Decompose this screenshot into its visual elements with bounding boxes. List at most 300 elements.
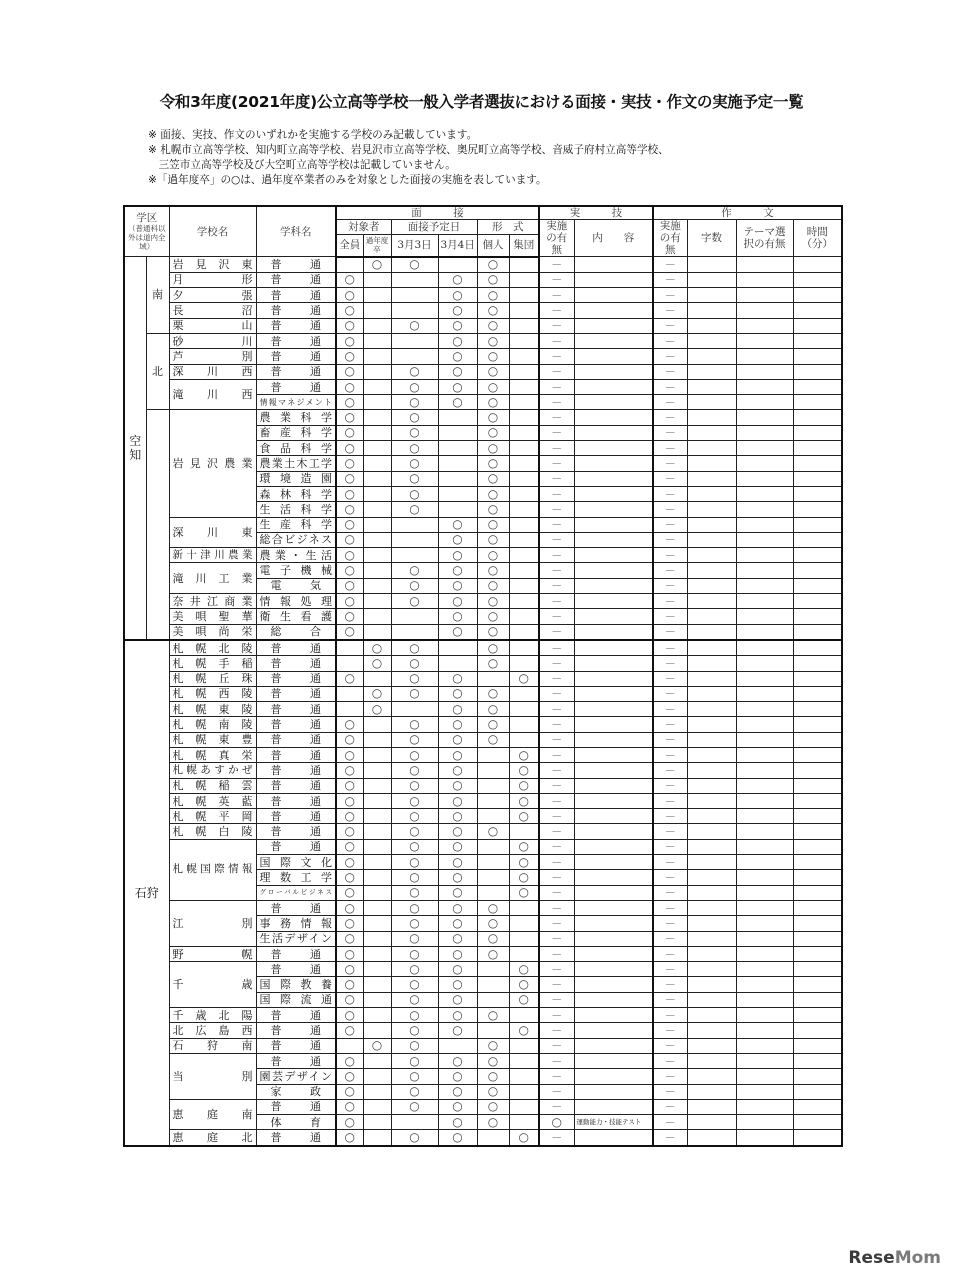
essay-done-cell: －: [653, 272, 687, 287]
essay-chars-cell: [687, 946, 736, 961]
mark-mar4: [438, 456, 477, 471]
mark-individual: ○: [477, 517, 509, 532]
table-row: [124, 303, 842, 318]
mark-all: ○: [336, 962, 363, 977]
essay-chars-cell: [687, 778, 736, 793]
skill-done-cell: －: [539, 517, 574, 532]
essay-done-cell: －: [653, 855, 687, 870]
essay-time-cell: [793, 532, 842, 547]
essay-chars-cell: [687, 349, 736, 364]
mark-mar4: [438, 410, 477, 425]
mark-mar3: ○: [391, 900, 438, 915]
header-skill: 実 技: [539, 206, 653, 220]
dept-name: 総合ビジネス: [256, 532, 336, 547]
table-row: [124, 778, 842, 793]
essay-time-cell: [793, 288, 842, 303]
table-row: [124, 686, 842, 701]
essay-chars-cell: [687, 962, 736, 977]
mark-all: ○: [336, 778, 363, 793]
essay-time-cell: [793, 870, 842, 885]
mark-individual: ○: [477, 656, 509, 671]
mark-mar4: ○: [438, 702, 477, 717]
mark-mar4: ○: [438, 931, 477, 946]
essay-chars-cell: [687, 379, 736, 394]
mark-past-year: [363, 410, 391, 425]
essay-theme-cell: [736, 1023, 793, 1038]
mark-individual: [477, 748, 509, 763]
essay-theme-cell: [736, 1115, 793, 1130]
mark-mar4: ○: [438, 578, 477, 593]
essay-time-cell: [793, 702, 842, 717]
essay-done-cell: －: [653, 486, 687, 501]
header-essay: 作 文: [653, 206, 842, 220]
skill-content-cell: [574, 778, 653, 793]
essay-theme-cell: [736, 1038, 793, 1053]
mark-all: ○: [336, 992, 363, 1007]
mark-mar3: ○: [391, 471, 438, 486]
essay-done-cell: －: [653, 1084, 687, 1099]
skill-content-cell: [574, 609, 653, 624]
skill-content-cell: [574, 671, 653, 686]
mark-all: [336, 1038, 363, 1053]
mark-mar4: [438, 1038, 477, 1053]
school-name: 当別: [169, 1053, 256, 1099]
essay-done-cell: －: [653, 732, 687, 747]
mark-past-year: [363, 870, 391, 885]
mark-mar3: ○: [391, 1130, 438, 1146]
mark-mar3: ○: [391, 1099, 438, 1114]
mark-past-year: ○: [363, 702, 391, 717]
dept-name: 普通: [256, 702, 336, 717]
skill-content-cell: [574, 441, 653, 456]
dept-name: 食品科学: [256, 441, 336, 456]
essay-theme-cell: [736, 977, 793, 992]
essay-theme-cell: [736, 548, 793, 563]
mark-past-year: [363, 379, 391, 394]
skill-content-cell: [574, 364, 653, 379]
dept-name: 普通: [256, 946, 336, 961]
essay-theme-cell: [736, 931, 793, 946]
mark-individual: ○: [477, 364, 509, 379]
mark-all: ○: [336, 486, 363, 501]
skill-done-cell: －: [539, 425, 574, 440]
school-name: 栗山: [169, 318, 256, 333]
mark-past-year: [363, 824, 391, 839]
essay-chars-cell: [687, 624, 736, 640]
school-name: 札幌真栄: [169, 748, 256, 763]
dept-name: 普通: [256, 900, 336, 915]
essay-theme-cell: [736, 624, 793, 640]
table-row: [124, 717, 842, 732]
dept-name: 普通: [256, 732, 336, 747]
school-name: 野幌: [169, 946, 256, 961]
mark-individual: [477, 992, 509, 1007]
skill-done-cell: －: [539, 318, 574, 333]
school-name: 札幌英藍: [169, 793, 256, 808]
skill-content-cell: [574, 702, 653, 717]
skill-done-cell: －: [539, 1084, 574, 1099]
skill-done-cell: －: [539, 702, 574, 717]
dept-name: 普通: [256, 272, 336, 287]
essay-done-cell: －: [653, 824, 687, 839]
mark-individual: ○: [477, 578, 509, 593]
mark-individual: ○: [477, 303, 509, 318]
skill-content-cell: [574, 656, 653, 671]
mark-individual: ○: [477, 946, 509, 961]
mark-individual: [477, 855, 509, 870]
mark-individual: ○: [477, 502, 509, 517]
essay-chars-cell: [687, 425, 736, 440]
table-row: [124, 288, 842, 303]
essay-done-cell: －: [653, 1115, 687, 1130]
skill-done-cell: －: [539, 594, 574, 609]
mark-past-year: [363, 778, 391, 793]
mark-group: [509, 609, 539, 624]
mark-past-year: [363, 1008, 391, 1023]
mark-mar4: ○: [438, 946, 477, 961]
mark-mar4: ○: [438, 1099, 477, 1114]
skill-done-cell: －: [539, 793, 574, 808]
essay-time-cell: [793, 1069, 842, 1084]
essay-time-cell: [793, 931, 842, 946]
mark-all: ○: [336, 1130, 363, 1146]
essay-theme-cell: [736, 456, 793, 471]
header-time: 時間（分）: [793, 220, 842, 257]
school-name: 岩見沢農業: [169, 410, 256, 517]
essay-theme-cell: [736, 885, 793, 900]
mark-mar3: ○: [391, 656, 438, 671]
district-cell: 石狩: [124, 640, 169, 1146]
skill-done-cell: －: [539, 272, 574, 287]
mark-mar3: [391, 624, 438, 640]
mark-past-year: [363, 425, 391, 440]
essay-time-cell: [793, 686, 842, 701]
essay-theme-cell: [736, 1130, 793, 1146]
dept-name: 普通: [256, 793, 336, 808]
essay-done-cell: －: [653, 288, 687, 303]
essay-done-cell: －: [653, 578, 687, 593]
mark-individual: ○: [477, 441, 509, 456]
mark-mar3: ○: [391, 946, 438, 961]
essay-done-cell: －: [653, 946, 687, 961]
mark-all: [336, 656, 363, 671]
mark-individual: ○: [477, 456, 509, 471]
mark-group: ○: [509, 1130, 539, 1146]
mark-group: [509, 563, 539, 578]
dept-name: 農業・生活: [256, 548, 336, 563]
essay-chars-cell: [687, 303, 736, 318]
essay-time-cell: [793, 946, 842, 961]
dept-name: 普通: [256, 1038, 336, 1053]
mark-mar3: ○: [391, 257, 438, 273]
school-name: 深川東: [169, 517, 256, 548]
mark-all: ○: [336, 931, 363, 946]
dept-name: 普通: [256, 379, 336, 394]
mark-mar3: [391, 609, 438, 624]
table-row: [124, 594, 842, 609]
essay-theme-cell: [736, 272, 793, 287]
mark-mar4: ○: [438, 624, 477, 640]
mark-past-year: [363, 333, 391, 348]
skill-done-cell: －: [539, 1023, 574, 1038]
skill-done-cell: －: [539, 931, 574, 946]
mark-mar3: ○: [391, 594, 438, 609]
mark-individual: [477, 870, 509, 885]
skill-done-cell: －: [539, 502, 574, 517]
mark-group: [509, 578, 539, 593]
dept-name: 普通: [256, 1099, 336, 1114]
mark-past-year: [363, 563, 391, 578]
mark-group: [509, 303, 539, 318]
skill-content-cell: [574, 532, 653, 547]
dept-name: 普通: [256, 671, 336, 686]
essay-done-cell: －: [653, 702, 687, 717]
table-row: [124, 364, 842, 379]
skill-done-cell: －: [539, 824, 574, 839]
essay-chars-cell: [687, 656, 736, 671]
mark-mar3: ○: [391, 977, 438, 992]
essay-theme-cell: [736, 364, 793, 379]
mark-group: [509, 1008, 539, 1023]
mark-group: [509, 732, 539, 747]
essay-done-cell: －: [653, 778, 687, 793]
essay-time-cell: [793, 578, 842, 593]
essay-theme-cell: [736, 318, 793, 333]
mark-mar3: ○: [391, 732, 438, 747]
essay-theme-cell: [736, 855, 793, 870]
essay-time-cell: [793, 425, 842, 440]
dept-name: 普通: [256, 257, 336, 273]
essay-chars-cell: [687, 578, 736, 593]
essay-chars-cell: [687, 1053, 736, 1068]
essay-time-cell: [793, 977, 842, 992]
mark-all: ○: [336, 456, 363, 471]
skill-content-cell: [574, 517, 653, 532]
school-name: 恵庭南: [169, 1099, 256, 1130]
skill-done-cell: －: [539, 456, 574, 471]
essay-done-cell: －: [653, 318, 687, 333]
mark-group: [509, 364, 539, 379]
school-name: 石狩南: [169, 1038, 256, 1053]
mark-mar4: ○: [438, 763, 477, 778]
dept-name: 生産科学: [256, 517, 336, 532]
essay-chars-cell: [687, 410, 736, 425]
mark-all: ○: [336, 288, 363, 303]
mark-mar4: ○: [438, 349, 477, 364]
mark-individual: ○: [477, 686, 509, 701]
mark-past-year: [363, 1053, 391, 1068]
mark-all: ○: [336, 609, 363, 624]
essay-time-cell: [793, 1008, 842, 1023]
skill-done-cell: －: [539, 946, 574, 961]
mark-individual: ○: [477, 410, 509, 425]
essay-theme-cell: [736, 333, 793, 348]
dept-name: 情報マネジメント: [256, 395, 336, 410]
mark-mar4: ○: [438, 1023, 477, 1038]
mark-past-year: [363, 548, 391, 563]
essay-chars-cell: [687, 486, 736, 501]
essay-chars-cell: [687, 1099, 736, 1114]
mark-all: ○: [336, 1115, 363, 1130]
mark-all: ○: [336, 1008, 363, 1023]
essay-done-cell: －: [653, 532, 687, 547]
skill-content-cell: [574, 272, 653, 287]
skill-done-cell: －: [539, 763, 574, 778]
essay-chars-cell: [687, 395, 736, 410]
header-theme: テーマ選択の有無: [736, 220, 793, 257]
mark-all: ○: [336, 548, 363, 563]
mark-all: [336, 640, 363, 656]
skill-done-cell: －: [539, 1008, 574, 1023]
essay-theme-cell: [736, 563, 793, 578]
essay-time-cell: [793, 885, 842, 900]
mark-past-year: [363, 717, 391, 732]
mark-mar4: ○: [438, 395, 477, 410]
essay-chars-cell: [687, 992, 736, 1007]
mark-past-year: [363, 900, 391, 915]
essay-theme-cell: [736, 809, 793, 824]
mark-mar3: ○: [391, 809, 438, 824]
essay-time-cell: [793, 318, 842, 333]
essay-done-cell: －: [653, 977, 687, 992]
skill-done-cell: －: [539, 640, 574, 656]
mark-individual: ○: [477, 900, 509, 915]
essay-done-cell: －: [653, 885, 687, 900]
table-row: [124, 318, 842, 333]
table-row: [124, 410, 842, 425]
mark-all: ○: [336, 1069, 363, 1084]
essay-theme-cell: [736, 1008, 793, 1023]
mark-mar4: ○: [438, 548, 477, 563]
skill-content-cell: [574, 288, 653, 303]
essay-chars-cell: [687, 333, 736, 348]
essay-done-cell: －: [653, 992, 687, 1007]
sub-district-cell: [146, 410, 169, 640]
skill-content-cell: [574, 1130, 653, 1146]
skill-done-cell: －: [539, 809, 574, 824]
dept-name: 体育: [256, 1115, 336, 1130]
school-name: 札幌西陵: [169, 686, 256, 701]
note: ※ 面接、実技、作文のいずれかを実施する学校のみ記載しています。: [148, 129, 478, 141]
essay-chars-cell: [687, 1069, 736, 1084]
mark-mar3: ○: [391, 1038, 438, 1053]
mark-group: [509, 333, 539, 348]
mark-past-year: [363, 471, 391, 486]
mark-past-year: [363, 793, 391, 808]
essay-theme-cell: [736, 395, 793, 410]
mark-past-year: [363, 1023, 391, 1038]
essay-chars-cell: [687, 824, 736, 839]
mark-all: ○: [336, 900, 363, 915]
mark-mar4: ○: [438, 594, 477, 609]
essay-done-cell: －: [653, 1099, 687, 1114]
essay-chars-cell: [687, 900, 736, 915]
dept-name: 普通: [256, 656, 336, 671]
mark-mar3: ○: [391, 686, 438, 701]
skill-done-cell: －: [539, 333, 574, 348]
essay-theme-cell: [736, 824, 793, 839]
mark-all: ○: [336, 748, 363, 763]
skill-content-cell: [574, 870, 653, 885]
table-row: [124, 962, 842, 977]
skill-content-cell: [574, 425, 653, 440]
essay-time-cell: [793, 272, 842, 287]
skill-done-cell: －: [539, 257, 574, 273]
mark-all: ○: [336, 870, 363, 885]
essay-time-cell: [793, 486, 842, 501]
mark-mar4: ○: [438, 609, 477, 624]
dept-name: 普通: [256, 763, 336, 778]
mark-all: ○: [336, 763, 363, 778]
mark-mar3: ○: [391, 1053, 438, 1068]
school-name: 札幌南陵: [169, 717, 256, 732]
essay-chars-cell: [687, 257, 736, 273]
mark-individual: ○: [477, 594, 509, 609]
essay-time-cell: [793, 333, 842, 348]
dept-name: 普通: [256, 717, 336, 732]
skill-content-cell: [574, 717, 653, 732]
mark-group: [509, 395, 539, 410]
table-row: [124, 900, 842, 915]
skill-content-cell: 運動能力・技能テスト: [574, 1115, 653, 1130]
mark-all: ○: [336, 916, 363, 931]
mark-group: [509, 931, 539, 946]
skill-content-cell: [574, 1084, 653, 1099]
mark-group: [509, 486, 539, 501]
dept-name: 普通: [256, 824, 336, 839]
mark-past-year: [363, 962, 391, 977]
mark-mar4: ○: [438, 977, 477, 992]
mark-group: [509, 702, 539, 717]
skill-done-cell: －: [539, 748, 574, 763]
header-chars: 字数: [687, 220, 736, 257]
essay-time-cell: [793, 656, 842, 671]
skill-done-cell: －: [539, 732, 574, 747]
essay-done-cell: －: [653, 1053, 687, 1068]
skill-done-cell: －: [539, 992, 574, 1007]
mark-all: ○: [336, 563, 363, 578]
school-name: 深川西: [169, 364, 256, 379]
essay-chars-cell: [687, 517, 736, 532]
essay-time-cell: [793, 778, 842, 793]
mark-mar3: ○: [391, 640, 438, 656]
mark-mar4: ○: [438, 1130, 477, 1146]
skill-content-cell: [574, 1008, 653, 1023]
skill-content-cell: [574, 349, 653, 364]
table-row: [124, 763, 842, 778]
mark-group: ○: [509, 809, 539, 824]
dept-name: 情報処理: [256, 594, 336, 609]
essay-done-cell: －: [653, 594, 687, 609]
essay-time-cell: [793, 793, 842, 808]
mark-mar4: [438, 471, 477, 486]
district-cell: 空知: [124, 257, 146, 640]
mark-past-year: [363, 624, 391, 640]
mark-individual: ○: [477, 349, 509, 364]
skill-done-cell: －: [539, 656, 574, 671]
skill-content-cell: [574, 578, 653, 593]
skill-content-cell: [574, 563, 653, 578]
essay-theme-cell: [736, 686, 793, 701]
dept-name: 普通: [256, 809, 336, 824]
skill-content-cell: [574, 594, 653, 609]
skill-content-cell: [574, 395, 653, 410]
mark-mar3: ○: [391, 563, 438, 578]
mark-group: ○: [509, 778, 539, 793]
table-row: [124, 1038, 842, 1053]
mark-individual: ○: [477, 379, 509, 394]
sub-district-cell: 南: [146, 257, 169, 334]
